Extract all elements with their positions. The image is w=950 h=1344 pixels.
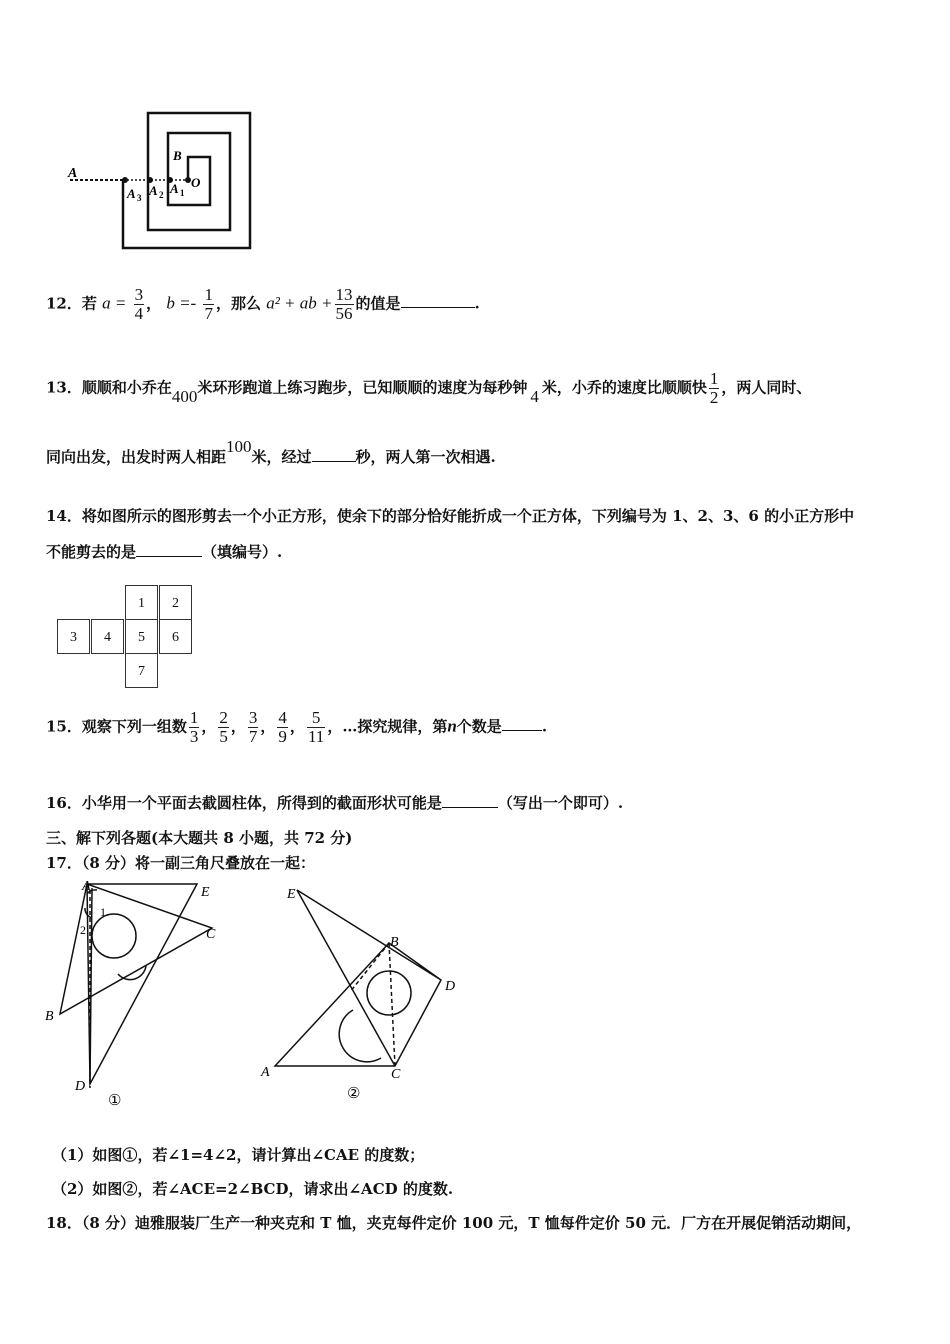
net-cell-1: 1 [125, 585, 158, 620]
fig1-label-E: E [201, 885, 210, 900]
q12-expression: a² + ab + [266, 293, 333, 313]
label-A3: A [127, 186, 136, 201]
q12-number: 12．若 [46, 294, 97, 313]
label-A2: A [149, 183, 158, 198]
question-17-title: 17．（8 分）将一副三角尺叠放在一起： [46, 854, 316, 872]
label-A1-sub: 1 [180, 188, 185, 198]
section-3-title: 三、解下列各题(本大题共 8 小题，共 72 分) [46, 829, 353, 847]
net-cell-3: 3 [57, 619, 90, 654]
q13-track-length: 400 [171, 387, 198, 407]
q16-answer-blank[interactable] [442, 807, 498, 808]
fig2-label-E: E [287, 887, 296, 902]
fig2-caption: ② [347, 1086, 361, 1102]
question-14-line1: 14．将如图所示的图形剪去一个小正方形，使余下的部分恰好能折成一个正方体，下列编号为 1、2、3、6 的小正方形中 [46, 507, 855, 525]
net-cell-6: 6 [159, 619, 192, 654]
q12-answer-blank[interactable] [401, 307, 475, 308]
question-12: 12．若 a = $\frac{3}{4}$ ， b =- $\frac{1}{7}$ ，那么 a² + ab + $\frac{13}{56}$ 的值是 . [46, 285, 480, 323]
q15-fraction-1: $\frac{1}{3}$ [189, 708, 199, 746]
net-cell-4: 4 [91, 619, 124, 654]
fig1-caption: ① [108, 1093, 122, 1108]
q12-b-expr: b =- [166, 293, 197, 313]
q17-figure-1 [40, 878, 240, 1108]
fig1-label-B: B [45, 1009, 54, 1024]
fig1-label-D: D [75, 1079, 86, 1094]
q15-fraction-4: $\frac{4}{9}$ [278, 708, 287, 746]
question-13-line1: 13．顺顺和小乔在400米环形跑道上练习跑步，已知顺顺的速度为每秒钟 4 米，小乔的速度比顺顺快 $\frac{1}{2}$ ，两人同时、 [46, 369, 812, 407]
net-cell-5: 5 [125, 619, 158, 654]
q17-figure-2 [255, 880, 470, 1105]
question-15: 15．观察下列一组数 $\frac{1}{3}$ ， $\frac{2}{5}$ ， $\frac{3}{7}$ ， $\frac{4}{9}$ ， $\frac{5}{11}$ ，…探究规律，第n个数是 . [46, 708, 548, 746]
fig1-label-2: 2 [80, 923, 86, 937]
q12-a-expr: a = [102, 293, 127, 313]
q15-answer-blank[interactable] [502, 730, 542, 731]
net-cell-7: 7 [125, 653, 158, 688]
label-O: O [191, 175, 201, 190]
q15-fraction-3: $\frac{3}{7}$ [248, 708, 258, 746]
q13-speed: 4 [530, 387, 539, 407]
fig1-label-1: 1 [100, 905, 106, 919]
spiral-figure [60, 105, 270, 255]
fig2-label-C: C [391, 1067, 401, 1082]
q14-answer-blank[interactable] [136, 556, 202, 557]
fig2-label-D: D [445, 979, 456, 994]
q15-fraction-2: $\frac{2}{5}$ [219, 708, 228, 746]
q15-n: n [447, 716, 457, 736]
fig1-label-C: C [206, 927, 216, 942]
label-A3-sub: 3 [137, 193, 142, 203]
question-13-line2: 同向出发，出发时两人相距100米，经过 秒，两人第一次相遇. [46, 437, 496, 466]
q12-b-fraction: $\frac{1}{7}$ [204, 285, 213, 323]
fig2-label-B: B [390, 935, 399, 950]
label-A1: A [170, 181, 179, 196]
q13-answer-blank[interactable] [312, 461, 356, 462]
question-18: 18．（8 分）迪雅服装厂生产一种夹克和 T 恤，夹克每件定价 100 元，T 恤每件定价 50 元．厂方在开展促销活动期间， [46, 1214, 862, 1232]
label-B: B [173, 148, 182, 163]
net-cell-2: 2 [159, 585, 192, 620]
question-16: 16．小华用一个平面去截圆柱体，所得到的截面形状可能是 （写出一个即可）. [46, 794, 624, 812]
fig2-label-A: A [261, 1065, 270, 1080]
label-A: A [68, 166, 78, 181]
fig1-label-A: A [82, 879, 91, 894]
q13-distance: 100 [226, 437, 252, 456]
q13-fraction: $\frac{1}{2}$ [709, 369, 719, 407]
label-A2-sub: 2 [159, 190, 164, 200]
q12-c-fraction: $\frac{13}{56}$ [335, 285, 353, 323]
q12-a-fraction: $\frac{3}{4}$ [134, 285, 144, 323]
question-17-part2: （2）如图②，若∠ACE=2∠BCD，请求出∠ACD 的度数. [52, 1180, 454, 1198]
q15-fraction-5: $\frac{5}{11}$ [307, 708, 325, 746]
question-14-line2: 不能剪去的是 （填编号）. [46, 543, 283, 561]
question-17-part1: （1）如图①，若∠1=4∠2，请计算出∠CAE 的度数； [52, 1146, 425, 1164]
